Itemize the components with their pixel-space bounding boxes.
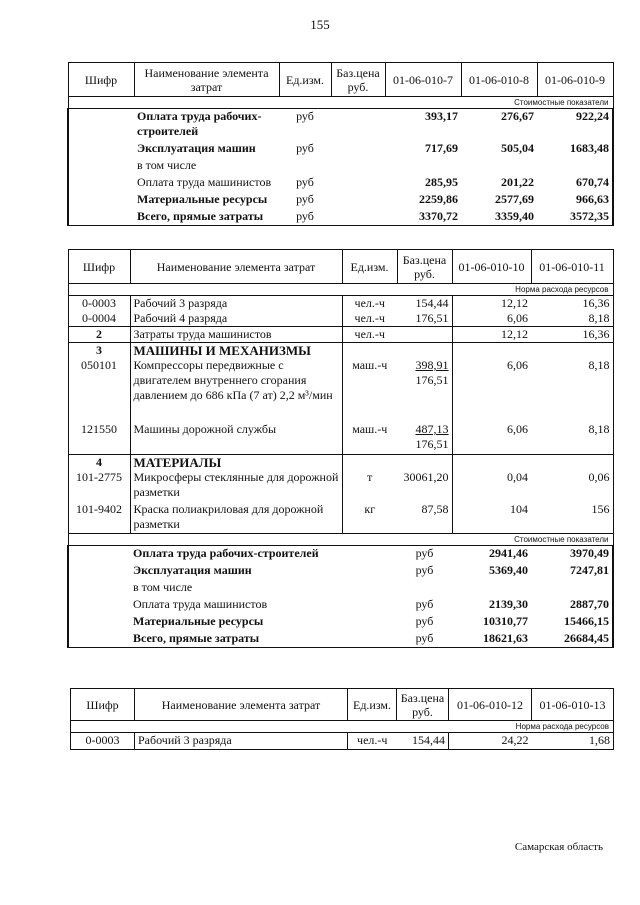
value-cell: 8,18 (531, 358, 613, 422)
unit-cell: руб (415, 596, 434, 611)
value-cell (452, 343, 531, 359)
group-code: 4 (68, 454, 130, 470)
group-name: Затраты труда машинистов (130, 327, 342, 343)
price-cell (331, 109, 385, 141)
cost-table-1 (67, 62, 614, 226)
code-cell (68, 597, 130, 614)
footer-region: Самарская область (514, 841, 603, 853)
table-header-row (68, 63, 613, 97)
price-cell (397, 327, 452, 343)
value-cell (537, 158, 613, 175)
value-cell (531, 580, 613, 597)
unit-cell: т (367, 469, 373, 484)
resource-code: 101-9402 (68, 502, 130, 534)
code-cell (68, 175, 134, 192)
header-col-b: 01-06-010-8 (461, 63, 537, 97)
table-header-row (71, 689, 614, 721)
header-name: Наименование элемента затрат (135, 689, 348, 721)
code-cell (68, 580, 130, 597)
value-cell: 18621,63 (452, 631, 531, 648)
value-cell: 670,74 (537, 175, 613, 192)
price-cell (331, 209, 385, 226)
code-cell (68, 563, 130, 580)
cost-name: Эксплуатация машин (133, 562, 252, 577)
cost-name: Оплата труда рабочих-строителей (133, 546, 319, 560)
value-cell: 3572,35 (537, 209, 613, 226)
unit-cell (397, 580, 452, 597)
code-cell (68, 546, 130, 563)
price-top: 487,13 (415, 422, 449, 436)
resource-code: 121550 (68, 422, 130, 454)
value-cell: 6,06 (452, 422, 531, 454)
header-col-a: 01-06-010-12 (449, 689, 532, 721)
code-cell (68, 109, 134, 141)
unit-cell: руб (415, 546, 434, 560)
price-bottom: 176,51 (415, 373, 449, 387)
value-cell: 104 (510, 501, 528, 516)
section-row (68, 534, 613, 546)
header-code: Шифр (68, 250, 130, 284)
section-row (71, 721, 614, 733)
unit-cell: руб (279, 209, 331, 226)
material-row (68, 470, 613, 502)
cost-name: Материальные ресурсы (137, 191, 268, 206)
header-col-b: 01-06-010-13 (532, 689, 614, 721)
cost-name: Всего, прямые затраты (130, 631, 397, 648)
value-cell: 10310,77 (483, 613, 528, 628)
price-cell: 30061,20 (397, 470, 452, 502)
value-cell: 393,17 (425, 109, 458, 123)
resource-code: 050101 (68, 358, 130, 422)
unit-cell (279, 158, 331, 175)
resource-row (68, 311, 613, 327)
unit-cell (342, 343, 397, 359)
header-col-a: 01-06-010-7 (385, 63, 461, 97)
unit-cell: чел.-ч (348, 733, 397, 750)
section-row (68, 284, 613, 296)
section-row (68, 97, 613, 109)
resource-row (71, 733, 614, 750)
cost-row (68, 563, 613, 580)
value-cell: 0,06 (531, 470, 613, 502)
cost-row (68, 209, 613, 226)
value-cell: 24,22 (449, 733, 532, 750)
price-cell (397, 358, 452, 422)
value-cell: 505,04 (501, 140, 534, 155)
value-cell: 6,06 (507, 358, 528, 372)
header-price: Баз.цена руб. (331, 63, 385, 97)
resource-name: Рабочий 4 разряда (130, 311, 342, 327)
header-code: Шифр (71, 689, 135, 721)
header-price: Баз.цена руб. (397, 689, 449, 721)
price-cell (397, 422, 452, 454)
value-cell: 16,36 (531, 296, 613, 312)
resource-code: 0-0003 (71, 733, 135, 750)
code-cell (68, 192, 134, 209)
code-cell (68, 141, 134, 158)
section-label: Норма расхода ресурсов (71, 721, 614, 733)
code-cell (68, 158, 134, 175)
cost-name: Оплата труда машинистов (133, 596, 268, 611)
cost-row (68, 109, 613, 141)
code-cell (68, 614, 130, 631)
cost-row (68, 141, 613, 158)
section-label: Стоимостные показатели (68, 97, 613, 109)
header-code: Шифр (68, 63, 134, 97)
value-cell: 201,22 (501, 174, 534, 189)
table-header-row (68, 250, 613, 284)
cost-row (68, 175, 613, 192)
value-cell: 2941,46 (489, 546, 528, 560)
value-cell: 2887,70 (531, 597, 613, 614)
resource-name: Краска полиакриловая для дорожной разметки (130, 502, 342, 534)
price-cell: 154,44 (397, 733, 449, 750)
value-cell (452, 454, 531, 470)
cost-row (68, 597, 613, 614)
unit-cell: руб (296, 174, 314, 189)
cost-name: Оплата труда машинистов (137, 174, 272, 189)
value-cell: 15466,15 (531, 614, 613, 631)
value-cell: 26684,45 (531, 631, 613, 648)
value-cell (461, 158, 537, 175)
group-code: 3 (68, 343, 130, 359)
unit-cell: чел.-ч (342, 327, 397, 343)
header-name: Наименование элемента затрат (130, 250, 342, 284)
value-cell: 2139,30 (489, 596, 528, 611)
unit-cell: маш.-ч (342, 422, 397, 454)
unit-cell: маш.-ч (352, 358, 388, 372)
machine-row (68, 358, 613, 422)
code-cell (68, 631, 130, 648)
price-cell (397, 343, 452, 359)
value-cell (452, 580, 531, 597)
value-cell: 717,69 (425, 140, 458, 155)
resource-name: Машины дорожной службы (130, 422, 342, 454)
machine-row (68, 422, 613, 454)
resource-name: Микросферы стеклянные для дорожной разметки (130, 470, 342, 502)
unit-cell: чел.-ч (354, 311, 385, 325)
header-col-b: 01-06-010-11 (531, 250, 613, 284)
value-cell (531, 454, 613, 470)
resource-code: 0-0004 (68, 311, 130, 327)
unit-cell (342, 454, 397, 470)
group-row (68, 327, 613, 343)
cost-name: Всего, прямые затраты (134, 209, 279, 226)
group-row (68, 454, 613, 470)
price-cell (331, 158, 385, 175)
group-name: МАШИНЫ И МЕХАНИЗМЫ (130, 343, 342, 359)
material-row (68, 502, 613, 534)
header-price: Баз.цена руб. (397, 250, 452, 284)
cost-row (68, 580, 613, 597)
value-cell: 3370,72 (385, 209, 461, 226)
value-cell: 1683,48 (537, 141, 613, 158)
value-cell: 156 (531, 502, 613, 534)
resource-row (68, 296, 613, 312)
section-label: Стоимостные показатели (68, 534, 613, 546)
resource-name: Рабочий 3 разряда (130, 296, 342, 312)
value-cell (385, 158, 461, 175)
price-cell: 87,58 (397, 502, 452, 534)
cost-name: Эксплуатация машин (137, 140, 256, 155)
price-cell (331, 175, 385, 192)
header-unit: Ед.изм. (279, 63, 331, 97)
header-unit: Ед.изм. (348, 689, 397, 721)
unit-cell: руб (296, 191, 314, 206)
value-cell: 5369,40 (489, 562, 528, 577)
header-unit: Ед.изм. (342, 250, 397, 284)
header-col-a: 01-06-010-10 (452, 250, 531, 284)
value-cell: 16,36 (531, 327, 613, 343)
price-cell: 176,51 (397, 311, 452, 327)
code-cell (68, 209, 134, 226)
value-cell: 2259,86 (419, 191, 458, 206)
cost-row (68, 631, 613, 648)
value-cell: 12,12 (501, 296, 528, 310)
value-cell: 966,63 (537, 192, 613, 209)
group-code: 2 (68, 327, 130, 343)
cost-name: Материальные ресурсы (133, 613, 264, 628)
value-cell: 285,95 (425, 174, 458, 189)
value-cell: 8,18 (531, 422, 613, 454)
price-cell (331, 192, 385, 209)
unit-cell: руб (296, 140, 314, 155)
value-cell: 6,06 (507, 311, 528, 325)
unit-cell: руб (415, 613, 434, 628)
value-cell (531, 343, 613, 359)
header-name: Наименование элемента затрат (134, 63, 279, 97)
unit-cell: руб (397, 631, 452, 648)
unit-cell: руб (415, 562, 434, 577)
price-bottom: 176,51 (415, 437, 449, 451)
cost-name: в том числе (137, 157, 197, 172)
unit-cell: руб (296, 109, 314, 123)
cost-row (68, 192, 613, 209)
resource-name: Компрессоры передвижные с двигателем внутреннего сгорания давлением до 686 кПа (7 ат) 2,2 м³/мин (130, 358, 342, 422)
value-cell: 3970,49 (531, 546, 613, 563)
value-cell: 276,67 (501, 109, 534, 123)
resource-code: 0-0003 (68, 296, 130, 312)
cost-row (68, 158, 613, 175)
value-cell: 12,12 (452, 327, 531, 343)
price-cell (331, 141, 385, 158)
cost-name: в том числе (133, 579, 193, 594)
group-row (68, 343, 613, 359)
cost-row (68, 614, 613, 631)
value-cell: 7247,81 (531, 563, 613, 580)
cost-row (68, 546, 613, 563)
value-cell: 2577,69 (495, 191, 534, 206)
unit-cell: кг (364, 501, 376, 516)
value-cell: 0,04 (507, 469, 528, 484)
cost-table-2 (67, 249, 614, 648)
resource-name: Рабочий 3 разряда (135, 733, 348, 750)
header-col-c: 01-06-010-9 (537, 63, 613, 97)
section-label: Норма расхода ресурсов (68, 284, 613, 296)
page-number: 155 (310, 17, 330, 32)
group-name: МАТЕРИАЛЫ (130, 454, 342, 470)
value-cell: 8,18 (531, 311, 613, 327)
price-cell (397, 454, 452, 470)
value-cell: 3359,40 (461, 209, 537, 226)
cost-name: Оплата труда рабочих-строителей (137, 109, 262, 138)
value-cell: 922,24 (537, 109, 613, 141)
price-cell: 154,44 (397, 296, 452, 312)
value-cell: 1,68 (532, 733, 614, 750)
price-top: 398,91 (415, 358, 449, 372)
unit-cell: чел.-ч (354, 296, 385, 310)
cost-table-3 (70, 688, 614, 750)
resource-code: 101-2775 (68, 470, 130, 502)
